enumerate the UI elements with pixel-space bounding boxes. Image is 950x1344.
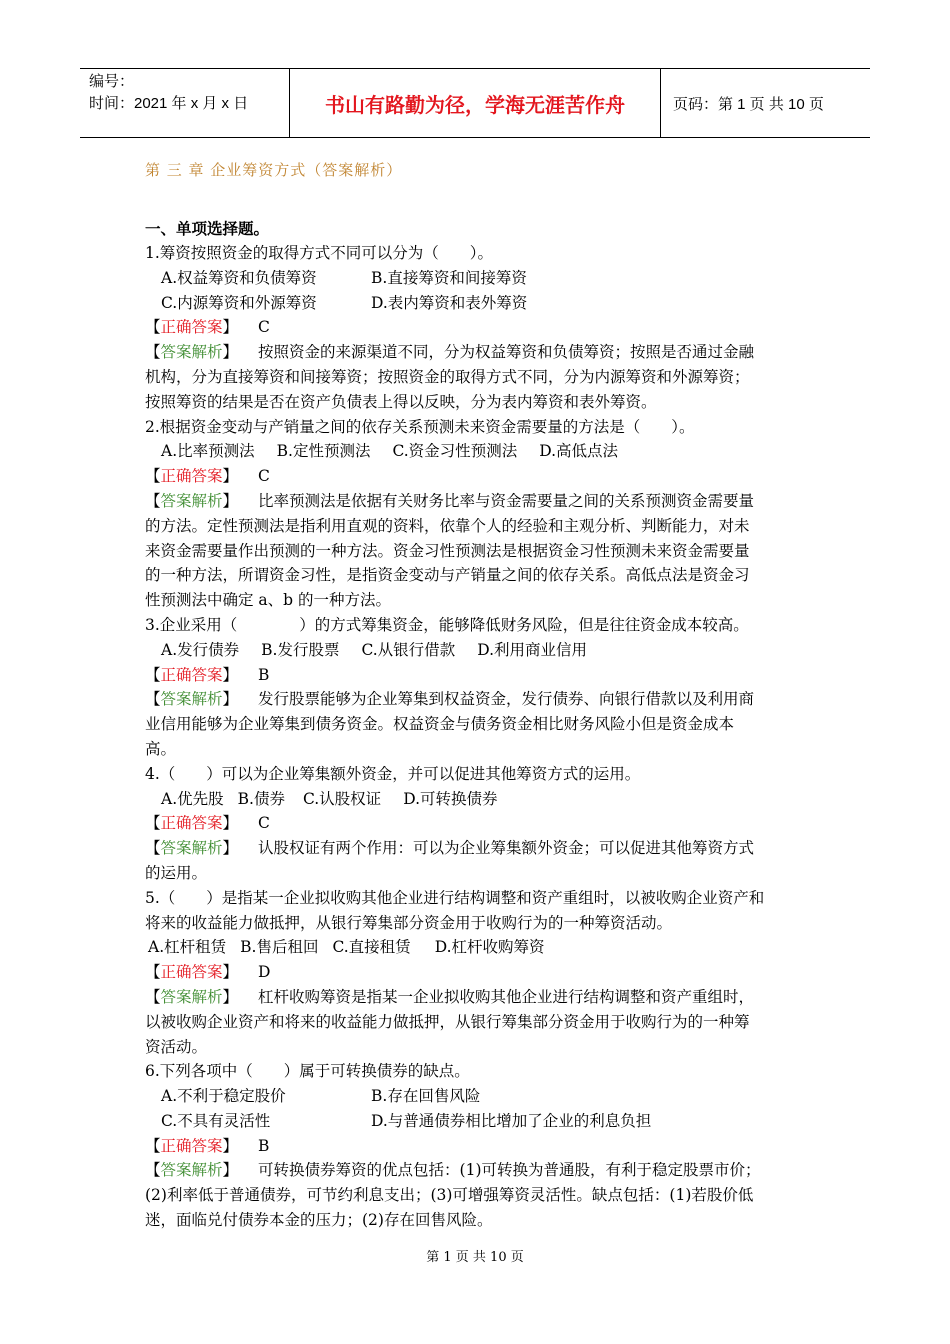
option-text: D.可转换债券 (403, 789, 498, 808)
question-item (145, 1059, 810, 1233)
question-stem: 将来的收益能力做抵押，从银行筹集部分资金用于收购行为的一种筹资活动。 (145, 913, 673, 932)
analysis-line: 按照资金的来源渠道不同，分为权益筹资和负债筹资；按照是否通过金融 (258, 343, 755, 362)
question-item (145, 613, 810, 762)
analysis-line: 杠杆收购筹资是指某一企业拟收购其他企业进行结构调整和资产重组时， (258, 987, 755, 1006)
option-text: B.定性预测法 (276, 442, 371, 461)
header-page-info: 页码：第 1 页 共 10 页 (673, 95, 824, 113)
option-text: A.不利于稳定股价 (161, 1087, 286, 1106)
analysis-label: 答案解析 (160, 1161, 223, 1180)
option-text: C.内源筹资和外源筹资 (161, 293, 317, 312)
option-text: C.直接租赁 (332, 938, 411, 957)
analysis-text: 资活动。 (145, 1037, 208, 1056)
bracket-left: 【 (145, 343, 161, 362)
chapter-title: 第 三 章 企业筹资方式（答案解析） (145, 161, 403, 179)
option-text: A.优先股 (161, 789, 224, 808)
option-row (145, 787, 810, 812)
bracket-left: 【 (145, 1136, 161, 1155)
number-label: 编号： (89, 73, 135, 90)
bracket-right: 】 (222, 1161, 239, 1180)
question-item (145, 886, 810, 1060)
bracket-right: 】 (222, 491, 239, 510)
analysis-text (145, 687, 810, 712)
correct-answer-value: D (258, 963, 271, 982)
option-row (145, 439, 810, 464)
bracket-right: 】 (222, 1136, 239, 1155)
analysis-line: 可转换债券筹资的优点包括：(1)可转换为普通股，有利于稳定股票市价； (258, 1161, 761, 1180)
bracket-right: 】 (222, 839, 239, 858)
analysis-text: 迷，面临兑付债券本金的压力；(2)存在回售风险。 (145, 1211, 493, 1230)
correct-answer-line (145, 811, 810, 836)
analysis-text: (2)利率低于普通债券，可节约利息支出；(3)可增强筹资灵活性。缺点包括：(1)若股价低 (145, 1186, 754, 1205)
bracket-left: 【 (145, 839, 161, 858)
question-item (145, 762, 810, 886)
analysis-text: 来资金需要量作出预测的一种方法。资金习性预测法是根据资金习性预测未来资金需要量 (145, 541, 750, 560)
option-row (145, 1084, 810, 1109)
option-row (145, 291, 810, 316)
bracket-right: 】 (222, 343, 239, 362)
question-stem: 1.筹资按照资金的取得方式不同可以分为（ ）。 (145, 244, 494, 262)
question-stem: 4.（ ）可以为企业筹集额外资金，并可以促进其他筹资方式的运用。 (145, 764, 641, 783)
analysis-text (145, 985, 810, 1010)
correct-answer-label: 正确答案 (160, 318, 223, 337)
option-text: A.杠杆租赁 (148, 938, 227, 957)
analysis-line: 发行股票能够为企业筹集到权益资金，发行债券、向银行借款以及利用商 (258, 690, 755, 709)
option-row (145, 1109, 810, 1134)
analysis-line: 比率预测法是依据有关财务比率与资金需要量之间的关系预测资金需要量 (258, 491, 755, 510)
correct-answer-line (145, 663, 810, 688)
analysis-text (145, 1158, 810, 1183)
analysis-text: 按照筹资的结果是否在资产负债表上得以反映，分为表内筹资和表外筹资。 (145, 392, 657, 411)
bracket-right: 】 (222, 963, 239, 982)
bracket-right: 】 (222, 690, 239, 709)
analysis-text (145, 489, 810, 514)
option-row (145, 638, 810, 663)
option-row (145, 935, 810, 960)
correct-answer-line (145, 464, 810, 489)
analysis-text (145, 340, 810, 365)
header-motto: 书山有路勤为径，学海无涯苦作舟 (290, 69, 661, 137)
bracket-left: 【 (145, 467, 161, 486)
question-stem: 3.企业采用（ ）的方式筹集资金，能够降低财务风险，但是往往资金成本较高。 (145, 615, 749, 634)
option-text: C.不具有灵活性 (161, 1111, 271, 1130)
analysis-text: 的方法。定性预测法是指利用直观的资料，依靠个人的经验和主观分析、判断能力，对未 (145, 516, 750, 535)
section-title: 一、单项选择题。 (145, 219, 270, 238)
correct-answer-label: 正确答案 (160, 1136, 223, 1155)
analysis-text: 业信用能够为企业筹集到债务资金。权益资金与债务资金相比财务风险小但是资金成本 (145, 715, 735, 734)
analysis-text: 的一种方法，所谓资金习性，是指资金变动与产销量之间的依存关系。高低点法是资金习 (145, 566, 750, 585)
option-text: D.杠杆收购筹资 (434, 938, 545, 957)
question-list (145, 241, 810, 1233)
analysis-text: 的运用。 (145, 863, 208, 882)
bracket-left: 【 (145, 491, 161, 510)
correct-answer-value: B (258, 1136, 270, 1155)
bracket-left: 【 (145, 690, 161, 709)
header-meta (80, 69, 290, 137)
option-text: B.直接筹资和间接筹资 (371, 268, 527, 287)
bracket-left: 【 (145, 987, 161, 1006)
bracket-left: 【 (145, 665, 161, 684)
option-text: B.发行股票 (261, 640, 340, 659)
option-text: D.高低点法 (539, 442, 619, 461)
correct-answer-label: 正确答案 (160, 665, 223, 684)
correct-answer-line (145, 1134, 810, 1159)
page-footer: 第 1 页 共 10 页 (426, 1250, 524, 1265)
option-text: D.利用商业信用 (477, 640, 588, 659)
analysis-text: 性预测法中确定 a、b 的一种方法。 (145, 591, 392, 610)
analysis-text (145, 836, 810, 861)
correct-answer-value: C (258, 814, 270, 833)
bracket-left: 【 (145, 1161, 161, 1180)
bracket-right: 】 (222, 814, 239, 833)
document-header (80, 68, 870, 138)
question-stem: 6.下列各项中（ ）属于可转换债券的缺点。 (145, 1062, 470, 1081)
option-text: B.债券 (237, 789, 285, 808)
analysis-label: 答案解析 (160, 491, 223, 510)
bracket-right: 】 (222, 467, 239, 486)
bracket-left: 【 (145, 318, 161, 337)
analysis-label: 答案解析 (160, 690, 223, 709)
bracket-right: 】 (222, 665, 239, 684)
option-text: B.存在回售风险 (371, 1087, 481, 1106)
question-stem: 5.（ ）是指某一企业拟收购其他企业进行结构调整和资产重组时，以被收购企业资产和 (145, 888, 765, 907)
correct-answer-value: C (258, 467, 270, 486)
correct-answer-label: 正确答案 (160, 467, 223, 486)
analysis-label: 答案解析 (160, 987, 223, 1006)
analysis-label: 答案解析 (160, 839, 223, 858)
analysis-text: 高。 (145, 739, 177, 758)
option-text: A.比率预测法 (161, 442, 255, 461)
option-text: B.售后租回 (240, 938, 319, 957)
correct-answer-label: 正确答案 (160, 963, 223, 982)
bracket-left: 【 (145, 963, 161, 982)
correct-answer-value: C (258, 318, 270, 337)
analysis-label: 答案解析 (160, 343, 223, 362)
question-item (145, 415, 810, 613)
document-body (145, 158, 810, 1233)
correct-answer-line (145, 960, 810, 985)
analysis-line: 认股权证有两个作用：可以为企业筹集额外资金；可以促进其他筹资方式 (258, 839, 755, 858)
bracket-right: 】 (222, 318, 239, 337)
option-row (145, 266, 810, 291)
option-text: D.表内筹资和表外筹资 (371, 293, 528, 312)
bracket-right: 】 (222, 987, 239, 1006)
question-stem: 2.根据资金变动与产销量之间的依存关系预测未来资金需要量的方法是（ ）。 (145, 417, 695, 436)
option-text: C.认股权证 (302, 789, 382, 808)
bracket-left: 【 (145, 814, 161, 833)
option-text: C.资金习性预测法 (392, 442, 518, 461)
correct-answer-line (145, 315, 810, 340)
correct-answer-label: 正确答案 (160, 814, 223, 833)
analysis-text: 机构，分为直接筹资和间接筹资；按照资金的取得方式不同，分为内源筹资和外源筹资； (145, 367, 750, 386)
analysis-text: 以被收购企业资产和将来的收益能力做抵押，从银行筹集部分资金用于收购行为的一种筹 (145, 1012, 750, 1031)
date-label: 时间：2021 年 x 月 x 日 (89, 95, 249, 112)
option-text: C.从银行借款 (361, 640, 456, 659)
correct-answer-value: B (258, 665, 270, 684)
option-text: A.发行债券 (161, 640, 240, 659)
option-text: D.与普通债券相比增加了企业的利息负担 (371, 1111, 652, 1130)
question-item (145, 241, 810, 415)
option-text: A.权益筹资和负债筹资 (161, 268, 317, 287)
